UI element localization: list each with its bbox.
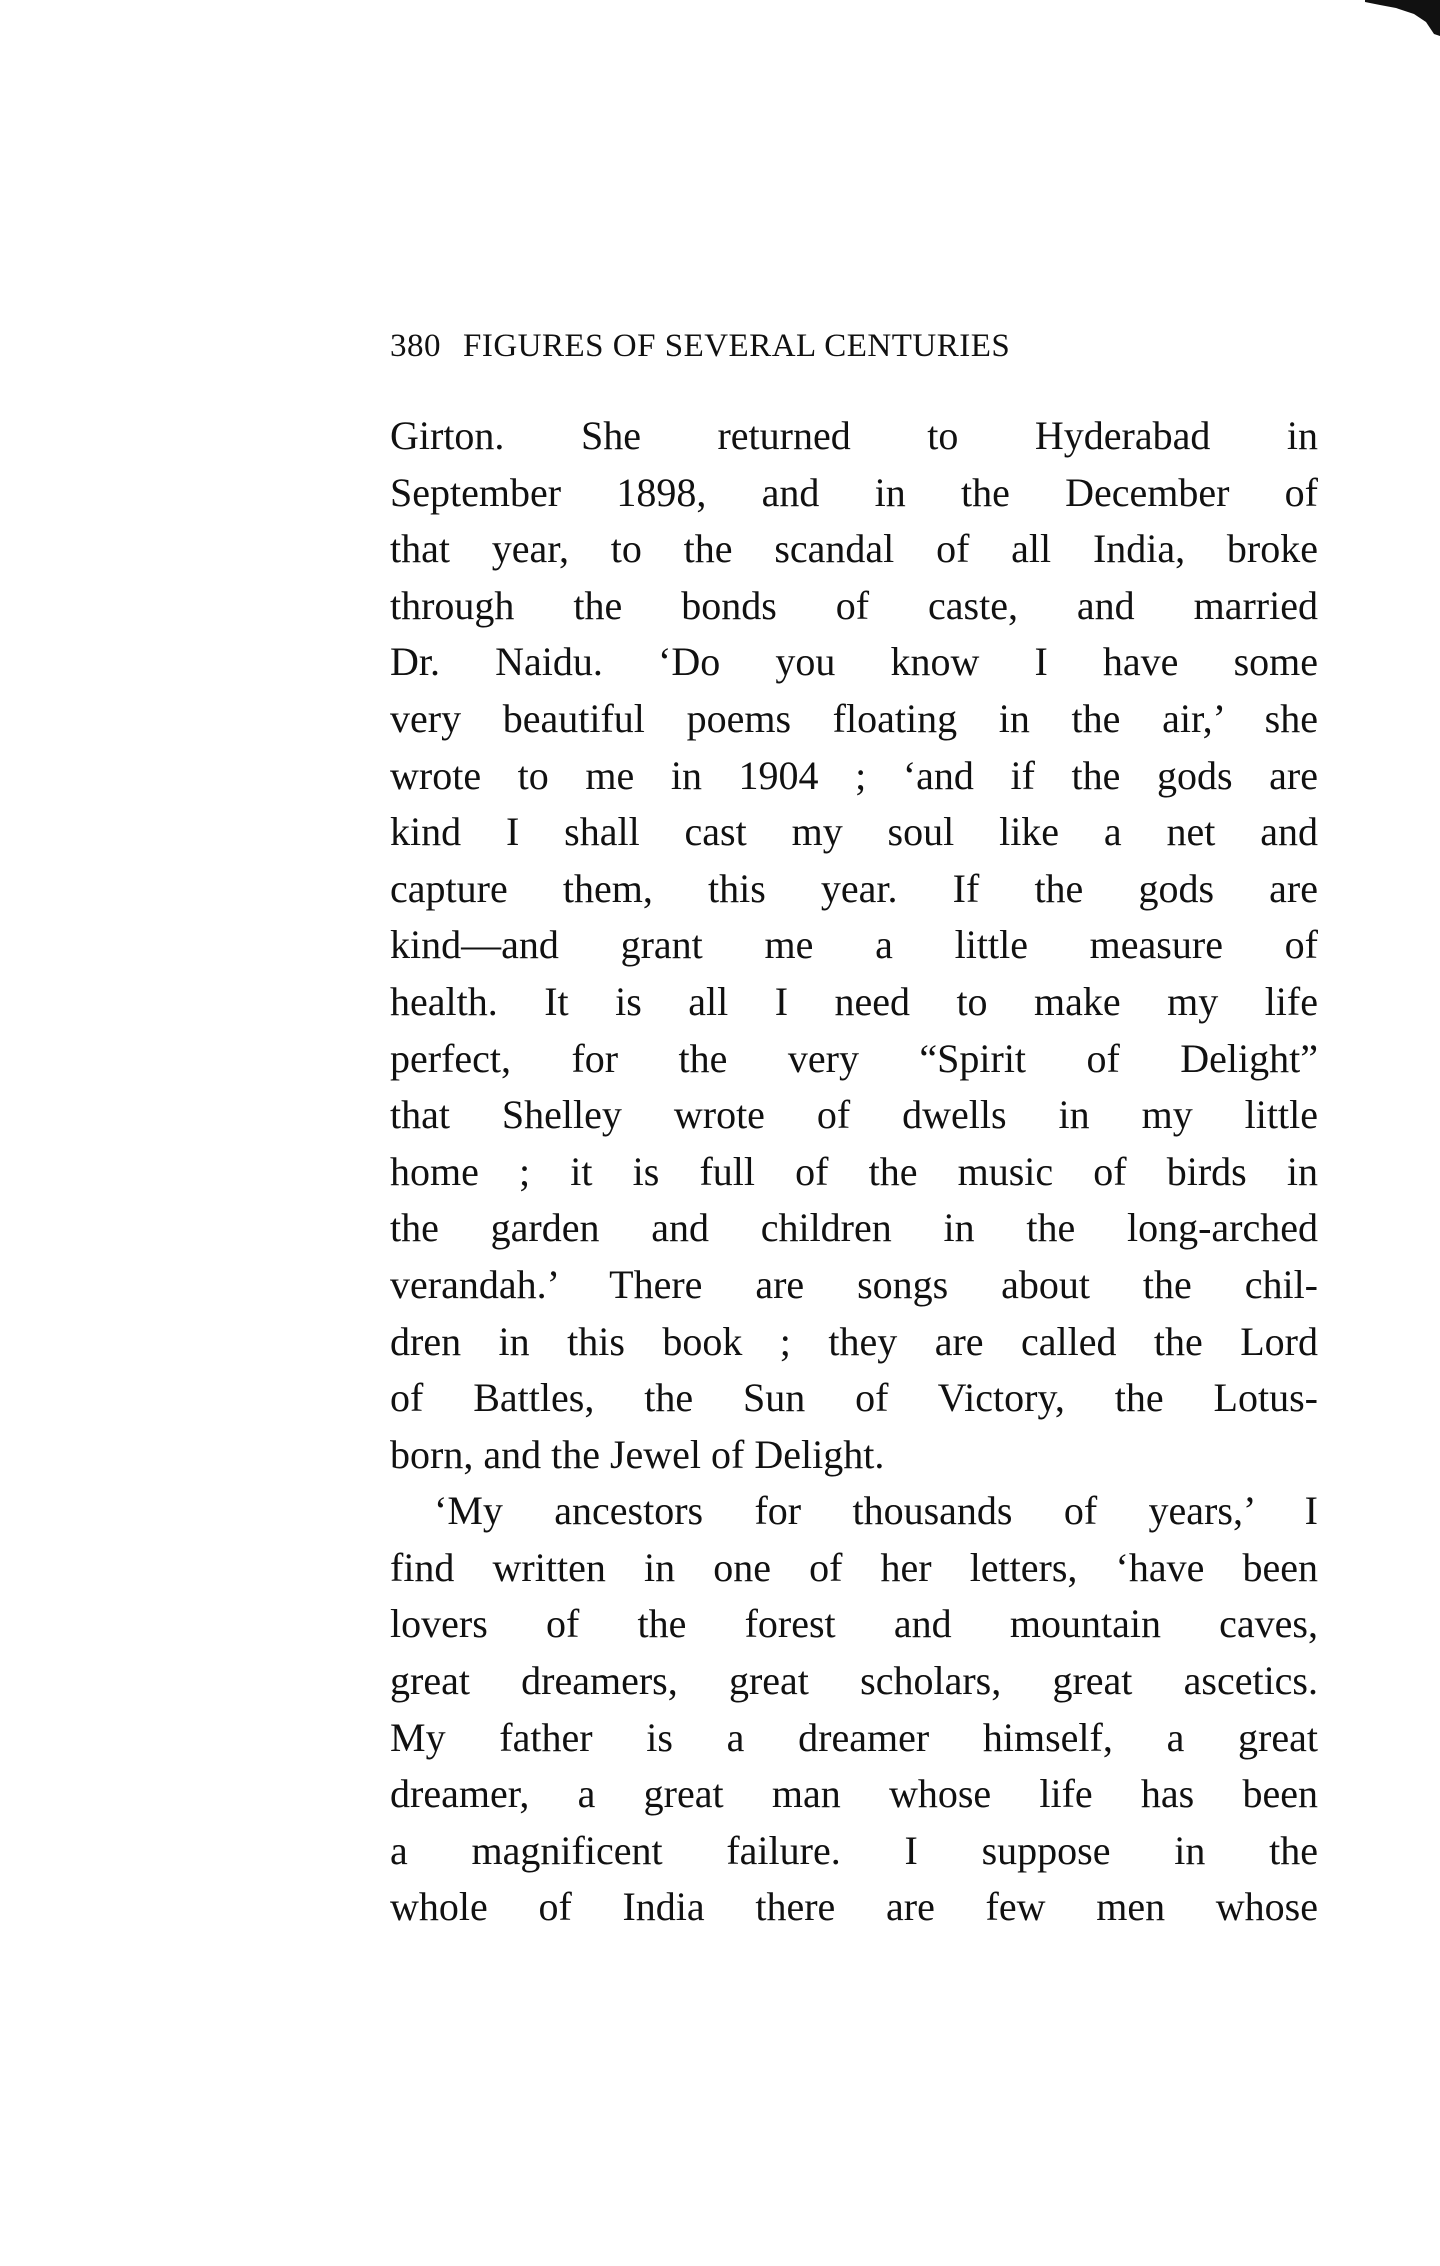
text-line: wrote to me in 1904 ; ‘and if the gods are (390, 752, 1318, 798)
text-line: health. It is all I need to make my life (390, 978, 1318, 1024)
text-line: of Battles, the Sun of Victory, the Lotus- (390, 1375, 1318, 1421)
text-line: whole of India there are few men whose (390, 1884, 1318, 1930)
text-line: perfect, for the very “Spirit of Delight” (390, 1035, 1318, 1081)
scan-edge-smudge (1330, 0, 1440, 40)
paragraph (390, 1483, 1318, 1936)
text-line: through the bonds of caste, and married (390, 582, 1318, 628)
text-line: great dreamers, great scholars, great ascetics. (390, 1658, 1318, 1704)
text-line: kind—and grant me a little measure of (390, 922, 1318, 968)
text-line: September 1898, and in the December of (390, 469, 1318, 515)
text-line: the garden and children in the long-arched (390, 1205, 1318, 1251)
paragraph (390, 408, 1318, 1483)
text-line: lovers of the forest and mountain caves, (390, 1601, 1318, 1647)
text-line: dren in this book ; they are called the Lord (390, 1318, 1318, 1364)
text-line: home ; it is full of the music of birds in (390, 1148, 1318, 1194)
page-number: 380 (390, 328, 441, 364)
text-line: Girton. She returned to Hyderabad in (390, 413, 1318, 458)
running-title: FIGURES OF SEVERAL CENTURIES (463, 328, 1011, 364)
text-line: verandah.’ There are songs about the chil- (390, 1261, 1318, 1307)
text-line: that Shelley wrote of dwells in my little (390, 1092, 1318, 1138)
text-line: a magnificent failure. I suppose in the (390, 1827, 1318, 1873)
text-line: find written in one of her letters, ‘have been (390, 1544, 1318, 1590)
text-line: that year, to the scandal of all India, broke (390, 526, 1318, 572)
body-text (390, 408, 1318, 1936)
text-line: ‘My ancestors for thousands of years,’ I (434, 1488, 1318, 1534)
text-line: Dr. Naidu. ‘Do you know I have some (390, 639, 1318, 685)
text-line: very beautiful poems floating in the air,’ she (390, 695, 1318, 741)
text-line: capture them, this year. If the gods are (390, 865, 1318, 911)
running-header (390, 324, 1290, 368)
text-line: My father is a dreamer himself, a great (390, 1714, 1318, 1760)
text-line: born, and the Jewel of Delight. (390, 1431, 885, 1477)
text-line: dreamer, a great man whose life has been (390, 1771, 1318, 1817)
text-line: kind I shall cast my soul like a net and (390, 809, 1318, 855)
